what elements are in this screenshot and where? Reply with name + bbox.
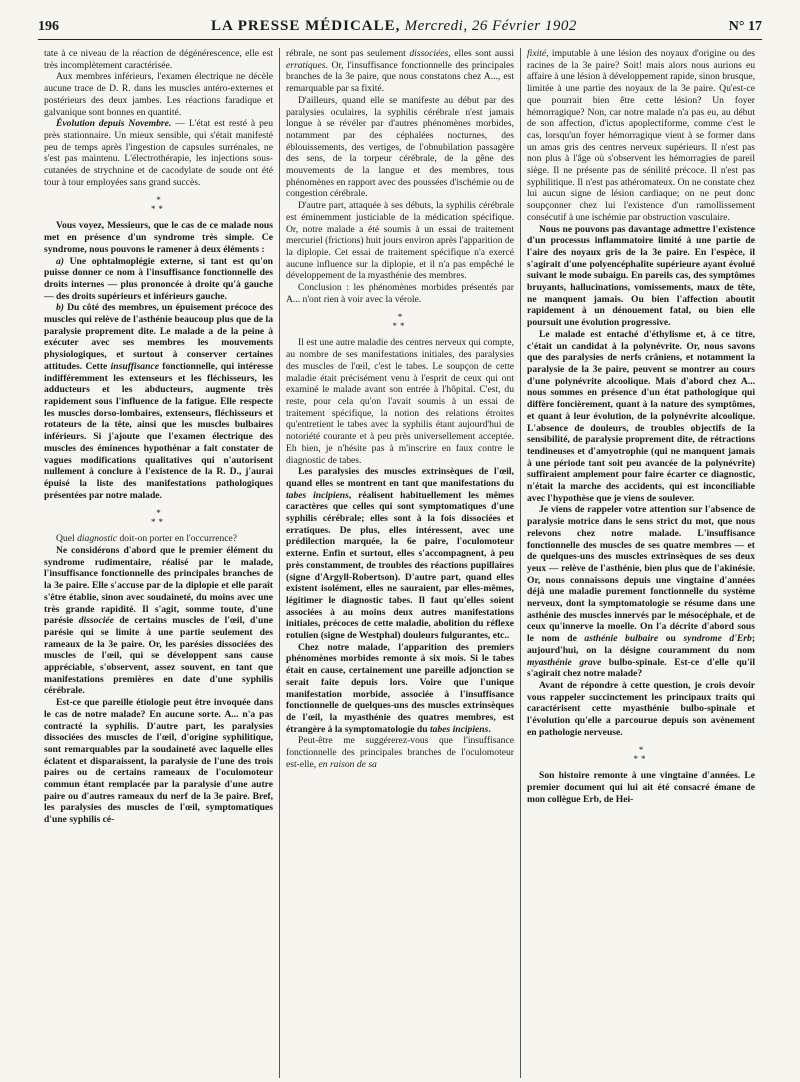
emphasis: dissociée: [78, 615, 114, 627]
paragraph-text: bulbo-spinale. Est-ce d'elle qu'il s'agirait chez notre malade?: [527, 656, 755, 680]
paragraph: Il est une autre maladie des centres nerveux qui compte, au nombre de ses manifestations initiales, des paralysies des muscles de l'œil, c'est le tabes. Le soupçon de cette maladie était précisément venu à l'esprit de ceux qui ont examiné le malade avant son entrée à l'hôpital. C'est, du reste, pour cela qu'on l'avait soumis à un essai de traitement spécifique, la notion des relations étroites qu'entretient le tabes avec la syphilis étant aujourd'hui de notoriété courante et à peu près universellement acceptée. Eh bien, je n'hésite pas à m'inscrire en faux contre le diagnostic de tabes.: [286, 337, 514, 466]
column-1: [38, 48, 279, 1078]
paragraph: [527, 48, 755, 224]
paragraph-text: , imputable à une lésion des noyaux d'origine ou des racines de la 3e paire? Soit! mais alors nous aurions eu affaire à une lésion à développement rapide, sinon brusque, limitée à une partie des noyaux de la 3e paire. Qu'est-ce que pourrait bien être cette lésion? Un foyer hémorragique? Non, car notre malade n'a pas eu, au début de son affection, d'ictus apoplectiforme, comme c'est le cas, lorsqu'un foyer hémorragique vient à se former dans un amas gris des centres nerveux supérieurs. Il n'est pas non plus à l'âge où s'observent les hémorragies de pareil siège. Il ne présente pas de sénilité précoce. Il n'est pas syphilitique. Il n'est pas athéromateux. On ne constate chez lui aucun signe de lésion cardiaque; on ne peut donc soupçonner chez lui l'existence d'un ramollissement consécutif à une ischémie par obstruction vasculaire.: [527, 48, 755, 223]
paragraph: Le malade est entaché d'éthylisme et, à ce titre, c'était un candidat à la polynévrite. Or, nous savons que des paralysies de nerfs crâniens, et notamment la paralysie de la 3e paire, peuvent se montrer au cours d'une polynévrite alcoolique. Mais d'abord chez A... nous sommes en présence d'un état pathologique qui diffère foncièrement, quant à la nature des symptômes, et quant à leur évolution, de la polynévrite alcoolique. L'absence de douleurs, de troubles objectifs de la sensibilité, de paralysie proprement dite, de rétractions tendineuses et d'amyotrophie (qui ne manquent jamais à une période tant soit peu avancée de la polynévrite) suffiraient amplement pour faire écarter ce diagnostic, n'était la marche des accidents, qui est inconciliable avec l'hypothèse que je viens de soulever.: [527, 328, 755, 504]
running-title: [211, 18, 577, 35]
paragraph: [44, 545, 273, 697]
paragraph: [44, 118, 273, 188]
paragraph: [44, 533, 273, 545]
emphasis: fixité: [527, 48, 547, 59]
paragraph: [44, 302, 273, 501]
section-separator: * **: [151, 195, 166, 215]
paragraph: D'autre part, attaquée à ses débuts, la syphilis cérébrale est éminemment justiciable de la médication spécifique. Or, notre malade a été soumis à un essai de traitement mercuriel (frictions) huit jours environ après l'apparition de la diplopie. Cet essai de traitement spécifique n'a exercé aucune influence sur la diplopie, et il n'a pas empêché le développement de la myasthénie des membres.: [286, 200, 514, 282]
paragraph-text: ou: [658, 633, 684, 645]
paragraph-text: de certains muscles de l'œil, d'une parésie qui se limite à une partie seulement des rameaux de la 3e paire. Or, les parésies dissociées des muscles de l'œil, qui se développent sans cause appréciable, s'observent, assez souvent, en tant que manifestations premières en date d'une syphilis cérébrale.: [44, 615, 273, 697]
paragraph-text: . Or, l'insuffisance fonctionnelle des principales branches de la 3e paire, que nous constatons chez A..., est remarquable par sa fixité.: [286, 59, 514, 95]
emphasis: syndrome d'Erb: [683, 633, 752, 645]
paragraph: Son histoire remonte à une vingtaine d'années. Le premier document qui lui ait été consacré émane de mon collègue Erb, de Hei-: [527, 770, 755, 805]
issue-number: N° 17: [728, 19, 762, 34]
paragraph-text: Ne considérons d'abord que le premier élément du syndrome rudimentaire, réalisé par le malade, l'insuffisance fonctionnelle des principales branches de la 3e paire. Elle s'accuse par de la diplopie et elle paraît s'être établie, sinon avec soudaineté, du moins avec une très grande rapidité. Il s'agit, somme toute, d'une parésie: [44, 545, 273, 627]
paragraph-text: rébrale, ne sont pas seulement: [286, 48, 410, 59]
paragraph: [286, 48, 514, 95]
paragraph-text: Je viens de rappeler votre attention sur l'absence de paralysie motrice dans le sens strict du mot, que nous relevons chez notre malade. L'insuffisance fonctionnelle des muscles de ses quatre membres — et de quelques-uns des muscles extrinsèques de ses deux yeux — relève de l'asthénie, bien plus que de l'akinésie. Or, nous connaissons depuis une vingtaine d'années déjà une maladie purement fonctionnelle du système nerveux, dont la symptomatologie se résume dans une asthénie des muscles innervés par le mésocéphale, et de ceux qu'innerve la moelle. On l'a décrite d'abord sous le nom de: [527, 504, 755, 645]
list-marker: b): [56, 302, 64, 314]
section-heading: Évolution depuis Novembre.: [56, 118, 172, 130]
emphasis: en raison de sa: [318, 758, 377, 770]
emphasis: asthénie bulbaire: [584, 633, 659, 645]
paragraph: [527, 504, 755, 680]
paragraph-text: Une ophtalmoplégie externe, si tant est qu'on puisse donner ce nom à l'insuffisance fonctionnelle des droits internes — plus prononcée à droite qu'à gauche — des droits supérieurs et inférieurs gauche.: [44, 255, 273, 302]
column-3: [520, 48, 761, 1078]
journal-name: LA PRESSE MÉDICALE,: [210, 18, 401, 34]
paragraph: Conclusion : les phénomènes morbides présentés par A... n'ont rien à voir avec la vérole.: [286, 282, 514, 305]
paragraph: tate à ce niveau de la réaction de dégénérescence, elle est très incomplètement caractérisée.: [44, 48, 273, 71]
emphasis: diagnostic: [77, 533, 118, 545]
paragraph-text: , elles sont aussi: [448, 48, 515, 59]
paragraph-text: — L'état est resté à peu près stationnaire. Un mieux sensible, qui s'était manifesté peu de temps après l'ingestion de capsules surrénales, ne s'est pas maintenu. L'électrothérapie, les injections sous-cutanées de strychnine et de cacodylate de soude ont été tour à tour employées sans grand succès.: [44, 118, 273, 188]
paragraph-text: doit-on porter en l'occurrence?: [117, 533, 238, 545]
column-2: [279, 48, 520, 1078]
paragraph-text: Chez notre malade, l'apparition des premiers phénomènes morbides remonte à six mois. Si le tabes était en cause, certainement une pareille adjonction se serait faite depuis lors. Voire que l'unique manifestation morbide, associée à l'insuffisance fonctionnelle de quelques-uns des muscles extrinsèques de l'œil, la myasthénie des quatres membres, est étrangère à la symptomatologie du: [286, 641, 514, 735]
paragraph-text: Les paralysies des muscles extrinsèques de l'œil, quand elles se montrent en tant que manifestations du: [286, 466, 514, 489]
section-separator: * **: [392, 312, 408, 332]
paragraph-text: .: [488, 723, 491, 735]
paragraph: [286, 735, 514, 770]
paragraph-text: Quel: [56, 533, 78, 545]
paragraph-text: ; aujourd'hui, on la désigne couramment du nom: [527, 633, 756, 656]
emphasis: tabes incipiens: [429, 723, 489, 735]
paragraph: D'ailleurs, quand elle se manifeste au début par des paralysies oculaires, la syphilis cérébrale n'est jamais longue à se révéler par d'autres phénomènes morbides, notamment par des céphalées nocturnes, des éblouissements, des vertiges, de l'obnubilation passagère des sens, de la torpeur cérébrale, de la gêne des mouvements de la langue et des membres, tous phénomènes en rapport avec des poussées d'ischémie ou de congestion cérébrale.: [286, 94, 514, 200]
paragraph: [286, 466, 514, 642]
text-columns: [38, 48, 762, 1078]
paragraph: Aux membres inférieurs, l'examen électrique ne décèle aucune trace de D. R. dans les muscles antéro-externes et postérieurs des deux jambes. Les réactions faradique et galvanique sont bonnes en quantité.: [44, 71, 273, 118]
paragraph-text: , réalisent habituellement les mêmes caractères que celles qui sont symptomatiques d'une syphilis cérébrale; elles sont à la fois dissociées et erratiques. De plus, elles intéressent, avec une prédilection marquée, la 6e paire, l'oculomoteur externe. Enfin et surtout, elles s'accompagnent, à peu près constamment, de troubles des réactions pupillaires (signe d'Argyll-Robertson). D'autre part, quand elles existent isolément, elles ne sauraient, par elles-mêmes, légitimer le diagnostic tabes. Il faut qu'elles soient associées à au moins deux autres manifestations initiales, précoces de cette maladie, abolition du réflexe rotulien (signe de Westphal) douleurs fulgurantes, etc..: [286, 489, 514, 642]
paragraph-text: fonctionnelle, qui intéresse indifféremment les extenseurs et les fléchisseurs, les adducteurs et les abducteurs, augmente très rapidement sous l'influence de la fatigue. Elle respecte les muscles dorso-lombaires, extenseurs, fléchisseurs et rotateurs de la tête, ainsi que les muscles bulbaires inférieurs. Si j'ajoute que l'examen électrique des muscles des éminences hypothénar a fait constater de vagues modifications qualitatives qui n'autorisent nullement à conclure à l'existence de la R. D., j'aurai épuisé la liste des manifestations pathologiques présentées par notre malade.: [44, 360, 273, 501]
issue-date: Mercredi, 26 Février 1902: [404, 18, 577, 34]
paragraph: Vous voyez, Messieurs, que le cas de ce malade nous met en présence d'un syndrome très simple. Ce syndrome, nous pouvons le ramener à deux éléments :: [44, 220, 273, 255]
page-number: 196: [38, 19, 59, 34]
emphasis: insuffisance: [110, 360, 159, 372]
paragraph-text: Peut-être me suggérerez-vous que l'insuffisance fonctionnelle des principales branches de l'oculomoteur est-elle,: [286, 735, 514, 770]
paragraph: Est-ce que pareille étiologie peut être invoquée dans le cas de notre malade? En aucune sorte. A... n'a pas contracté la syphilis. D'autre part, les paralysies dissociées des muscles de l'œil, d'origine syphilitique, sont remarquables par la soudaineté avec laquelle elles éclatent et disparaissent, la paralysie de l'une des trois paires ou de certains rameaux de l'oculomoteur commun étant remplacée par la paralysie d'une autre paire ou d'autres rameaux du nerf de la 3e paire. Bref, les paralysies des muscles de l'œil, symptomatiques d'une syphilis cé-: [44, 697, 273, 826]
paragraph-text: Du côté des membres, un épuisement précoce des muscles qui relève de l'asthénie beaucoup plus que de la paralysie proprement dite. Le malade a de la peine à exécuter avec ses membres les mouvements physiologiques, et surtout à conserver certaines attitudes. Cette: [44, 302, 273, 372]
list-marker: a): [56, 255, 64, 267]
emphasis: myasthénie grave: [527, 656, 602, 668]
emphasis: erratiques: [286, 59, 326, 71]
section-separator: * **: [151, 508, 166, 528]
page-header: [38, 18, 762, 40]
emphasis: tabes incipiens: [286, 489, 349, 501]
paragraph: [286, 642, 514, 736]
paragraph: Avant de répondre à cette question, je crois devoir vous rappeler succinctement les principaux traits qui caractérisent cette myasthénie bulbo-spinale et l'évolution qu'elle a parcourue depuis son avènement en pathologie nerveuse.: [527, 679, 755, 738]
paragraph: Nous ne pouvons pas davantage admettre l'existence d'un processus inflammatoire limité à une partie de l'aire des noyaux gris de la 3e paire. En l'espèce, il s'agirait d'une polyencéphalite supérieure ayant évolué suivant le mode subaigu. En pareils cas, des symptômes bruyants, hallucinations, vomissements, maux de tête, ne manquent jamais. Ou bien l'affection aboutit rapidement à un dénouement fatal, ou bien elle poursuit une évolution progressive.: [527, 223, 755, 329]
emphasis: dissociées: [409, 48, 449, 59]
section-separator: * **: [633, 745, 649, 765]
paragraph: [44, 256, 273, 303]
